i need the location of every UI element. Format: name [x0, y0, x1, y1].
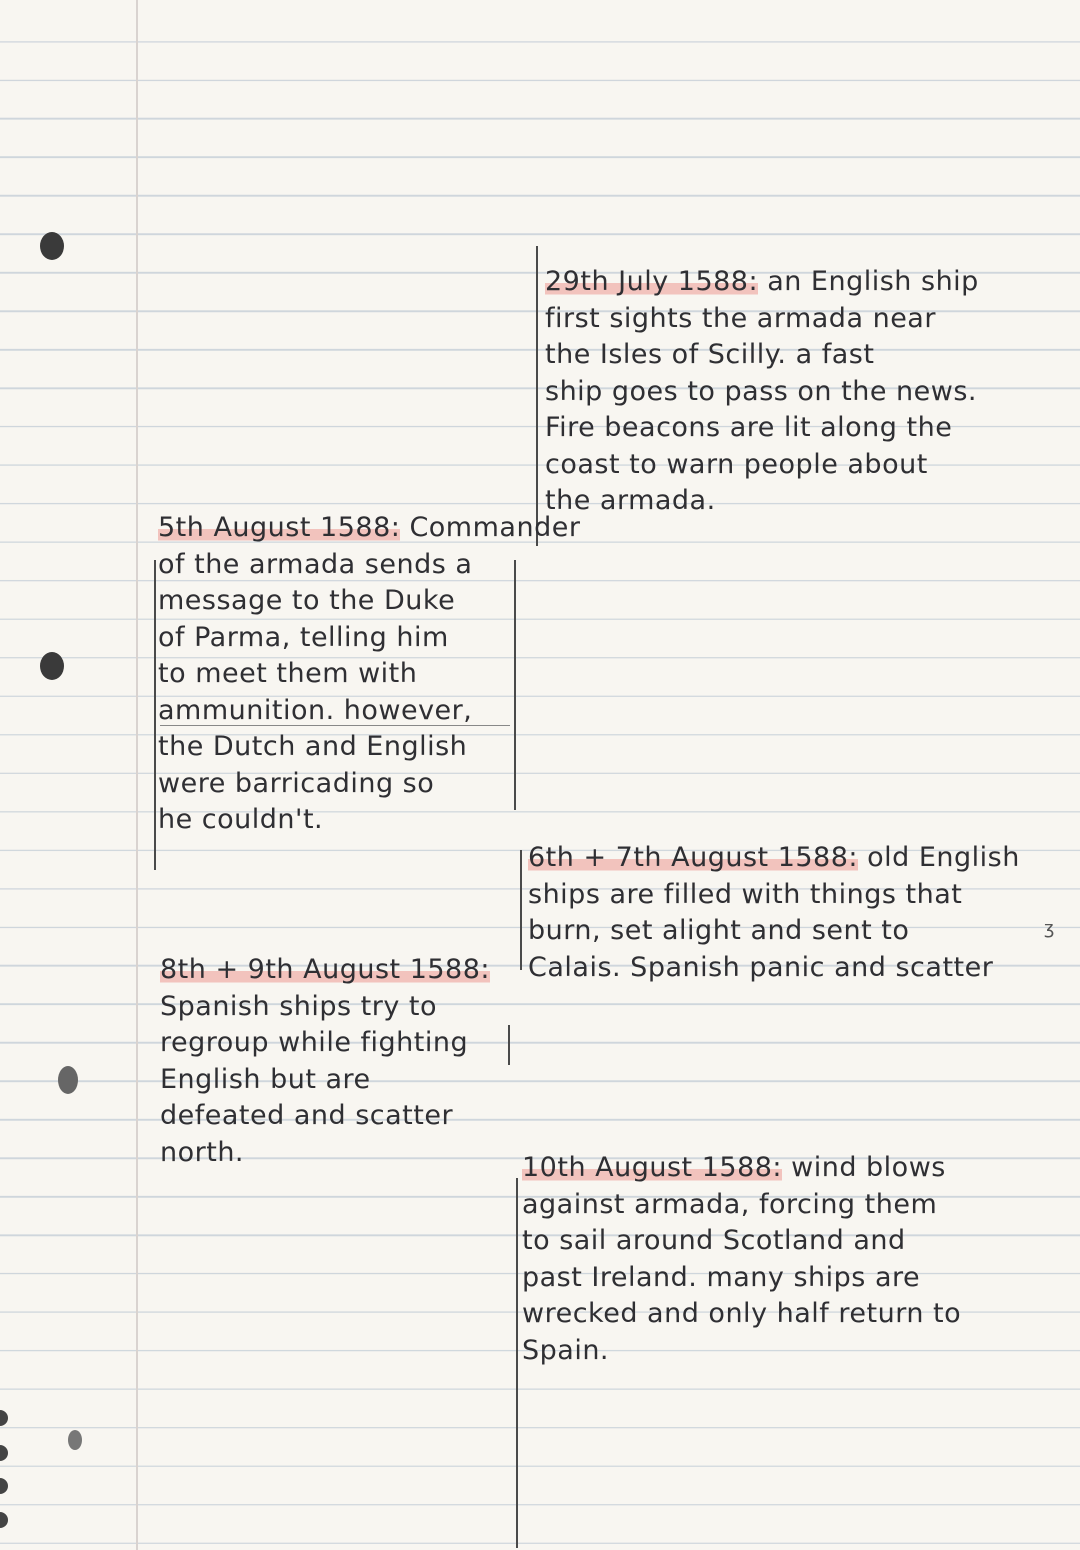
entry-border — [508, 1025, 510, 1065]
entry-text-line: coast to warn people about — [545, 448, 928, 480]
entry-text-line: north. — [160, 1136, 245, 1168]
entry-text-line: English but are — [160, 1063, 371, 1095]
entry-text-line: of Parma, telling him — [158, 621, 449, 653]
margin-line — [136, 0, 138, 1550]
entry-text-line: to meet them with — [158, 658, 418, 689]
entry-text-line: burn, set alight and sent to — [528, 915, 910, 946]
entry-text-line: ship goes to pass on the news. — [545, 375, 977, 407]
entry-date: 29th July 1588: — [545, 266, 759, 297]
entry-text-line: the Isles of Scilly. a fast — [545, 339, 875, 370]
entry-text-line: ships are filled with things that — [528, 878, 963, 910]
entry-date: 6th + 7th August 1588: — [528, 842, 859, 873]
entry-text-line: wind blows — [791, 1152, 946, 1183]
entry-text-line: old English — [867, 842, 1020, 873]
entry-border — [516, 1178, 518, 1548]
entry-text-line: were barricading so — [158, 767, 435, 799]
entry-text-line: Calais. Spanish panic and scatter — [528, 951, 994, 983]
entry-text-line: wrecked and only half return to — [522, 1298, 962, 1329]
entry-aug-6-7 — [528, 840, 1020, 986]
entry-text-line: defeated and scatter — [160, 1100, 454, 1131]
entry-text-line: Commander — [409, 512, 581, 543]
entry-date: 8th + 9th August 1588: — [160, 954, 491, 985]
ink-mark: ʒ — [1044, 918, 1055, 939]
entry-text-line: he couldn't. — [158, 804, 324, 835]
entry-text-line: Fire beacons are lit along the — [545, 412, 953, 443]
entry-text-line: the Dutch and English — [158, 731, 468, 762]
entry-text-line: Spain. — [522, 1334, 610, 1366]
entry-border — [520, 850, 522, 970]
entry-text-line: the armada. — [545, 485, 716, 516]
entry-text-line: regroup while fighting — [160, 1027, 469, 1058]
punch-hole — [40, 232, 64, 260]
entry-text-line: against armada, forcing them — [522, 1188, 938, 1220]
entry-aug-10 — [522, 1150, 961, 1369]
entry-aug-5 — [158, 510, 580, 839]
punch-hole — [58, 1066, 78, 1094]
entry-date: 10th August 1588: — [522, 1152, 783, 1183]
entry-border — [536, 246, 538, 546]
entry-text-line: message to the Duke — [158, 585, 456, 616]
entry-aug-8-9 — [160, 952, 490, 1171]
entry-text-line: of the armada sends a — [158, 548, 473, 580]
entry-text-line: past Ireland. many ships are — [522, 1261, 921, 1293]
entry-text-line: first sights the armada near — [545, 302, 936, 334]
punch-hole — [68, 1430, 82, 1450]
entry-date: 5th August 1588: — [158, 512, 401, 543]
entry-text-line: to sail around Scotland and — [522, 1225, 906, 1256]
punch-hole — [40, 652, 64, 680]
entry-text-line: ammunition. however, — [158, 694, 473, 726]
entry-border — [154, 560, 156, 870]
entry-text-line: an English ship — [767, 266, 979, 297]
entry-text-line: Spanish ships try to — [160, 990, 438, 1022]
entry-july-29 — [545, 264, 979, 520]
